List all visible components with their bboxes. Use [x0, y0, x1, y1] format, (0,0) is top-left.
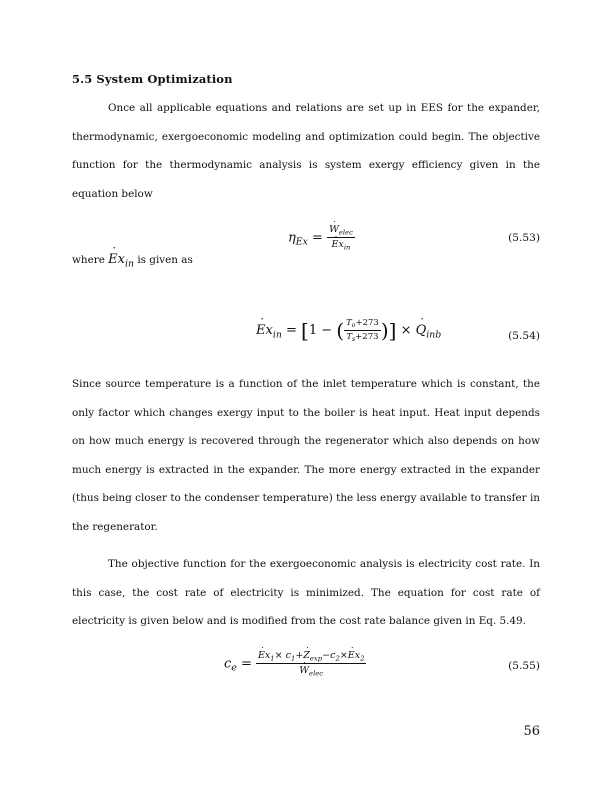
equation-number: (5.55) — [508, 660, 540, 672]
page-number: 56 — [523, 724, 540, 739]
equation-number: (5.54) — [508, 330, 540, 342]
eq-5-54-body: ˙ $Ex_{in} = [1$ − ( $\frac{T_o+273}{T_s+273}$ )] × ˙ $Q_{inb}$ — [256, 318, 441, 343]
where-suffix: is given as — [137, 254, 193, 266]
equation-number: (5.53) — [508, 232, 540, 244]
eq-5-55-body: $c_e$ = ˙ $Ex_1\times$ $c_1+˙$ $Z_{exp}-c_2\times˙$ $Ex_2$ ˙ $W_{elec}$ — [224, 650, 366, 678]
where-line — [72, 252, 193, 269]
paragraph-exergoeconomic: The objective function for the exergoeconomic analysis is electricity cost rate. In this case, the cost rate of electricity is minimized. The equation for cost rate of electricity is given below and is modified from the cost rate balance given in Eq. 5.49. — [72, 558, 540, 628]
eq-5-53-fraction: ˙ $W_{elec}$ ˙ $Ex_{in}$ — [327, 224, 355, 252]
paragraph-source-temperature: Since source temperature is a function of the inlet temperature which is constant, the only factor which changes exergy input to the boiler is heat input. Heat input depends on how much energy is recovered through the regenerator which also depends on how much energy is extracted in the expander. The more energy extracted in the expander (thus being closer to the condenser temperature) the less energy available to transfer in the regenerator. — [72, 378, 540, 533]
eq-5-54-fraction: $\frac{T_o+273}{T_s+273}$ — [346, 318, 379, 344]
ex-in-symbol: ˙ $Ex_{in}$ — [108, 252, 134, 267]
eq-5-55-fraction: ˙ $Ex_1\times$ $c_1+˙$ $Z_{exp}-c_2\times˙$ $Ex_2$ ˙ $W_{elec}$ — [256, 650, 366, 678]
where-prefix: where — [72, 254, 105, 266]
eq-5-53-body: $\eta_{Ex}$ = ˙ $W_{elec}$ ˙ $Ex_{in}$ — [288, 224, 355, 252]
section-heading: 5.5 System Optimization — [72, 72, 233, 86]
equation-5-55 — [72, 648, 540, 688]
equation-5-54 — [72, 318, 540, 358]
paragraph-intro: Once all applicable equations and relations are set up in EES for the expander, thermodynamic, exergoeconomic modeling and optimization could begin. The objective function for the thermodynamic analysis is system exergy efficiency given in the equation below — [72, 102, 540, 200]
